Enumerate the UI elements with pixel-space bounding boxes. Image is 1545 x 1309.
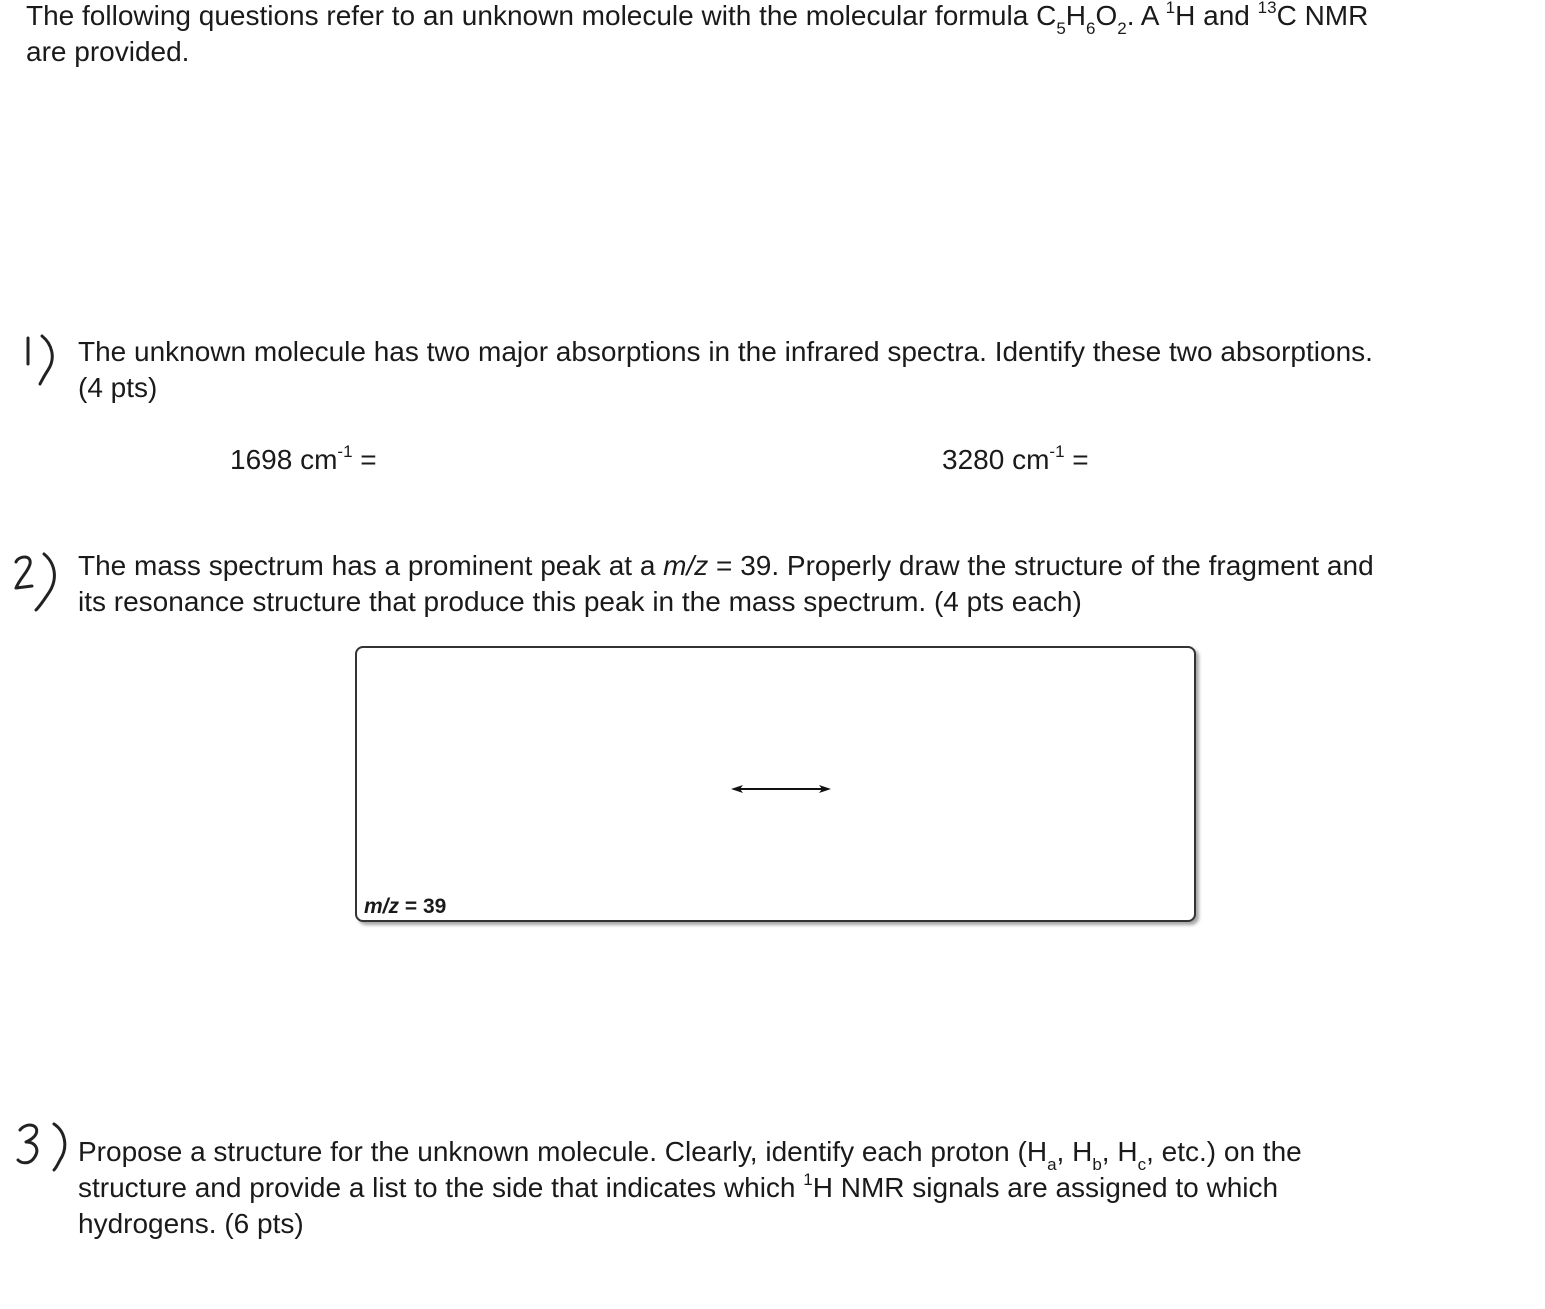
handwritten-number-2 xyxy=(10,548,70,618)
ir-absorption-3280: 3280 $cm^{-1}$ = xyxy=(942,441,1089,475)
question-2-line-2: its resonance structure that produce this peak in the mass spectrum. (4 pts each) xyxy=(78,586,1082,617)
question-2-line-1: The mass spectrum has a prominent peak at a m/z = 39. Properly draw the structure of the fragment and xyxy=(78,550,1374,581)
resonance-arrow-icon xyxy=(731,782,831,796)
mz-39-label: m/z = 39 xyxy=(364,895,447,918)
question-3-line-2: structure and provide a list to the side that indicates which $^1$H NMR signals are assigned to which xyxy=(78,1169,1279,1203)
question-3-line-3: hydrogens. (6 pts) xyxy=(78,1208,304,1239)
fragment-answer-box[interactable] xyxy=(355,646,1196,922)
ir-absorption-1698: 1698 $cm^{-1}$ = xyxy=(230,441,377,475)
question-1-line-2: (4 pts) xyxy=(78,372,158,403)
handwritten-number-3 xyxy=(14,1118,74,1178)
question-1-text xyxy=(78,334,1373,406)
question-2-text xyxy=(78,548,1374,620)
question-3-line-1: Propose a structure for the unknown molecule. Clearly, identify each proton ($H_a$, $H_b$, $H_c$, etc.) on the xyxy=(78,1136,1302,1174)
intro-line-2: are provided. xyxy=(26,36,190,67)
question-1-line-1: The unknown molecule has two major absorptions in the infrared spectra. Identify these two absorptions. xyxy=(78,336,1373,367)
intro-paragraph xyxy=(26,0,1368,70)
intro-line-1: The following questions refer to an unknown molecule with the molecular formula $C_5H_6O_2$. A $^1$H and $^{13}$C NMR xyxy=(26,0,1369,38)
question-3-text xyxy=(78,1134,1302,1242)
handwritten-number-1 xyxy=(18,330,68,390)
